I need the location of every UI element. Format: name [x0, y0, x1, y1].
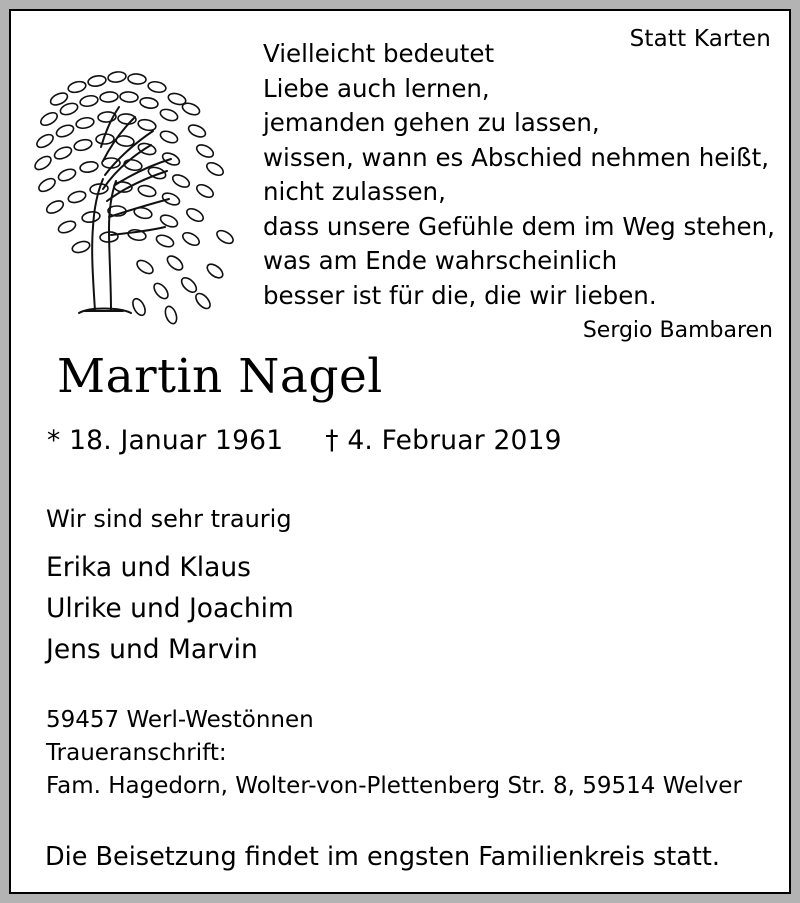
statt-karten-note: Statt Karten	[629, 26, 771, 52]
obituary-card-inner-frame	[9, 9, 791, 894]
address-line: Fam. Hagedorn, Wolter-von-Plettenberg Str. 8, 59514 Welver	[46, 773, 742, 800]
poem-line: wissen, wann es Abschied nehmen heißt,	[263, 142, 769, 172]
poem-line: was am Ende wahrscheinlich	[263, 246, 618, 276]
address-line: 59457 Werl-Westönnen	[46, 707, 314, 733]
poem-line: Vielleicht bedeutet	[263, 39, 495, 68]
windblown-tree-icon	[19, 39, 259, 329]
death-date: † 4. Februar 2019	[325, 425, 562, 456]
poem-block	[263, 37, 775, 346]
mourning-intro: Wir sind sehr traurig	[46, 505, 292, 533]
funeral-notice: Die Beisetzung findet im engsten Familienkreis statt.	[45, 842, 721, 872]
poem-line: jemanden gehen zu lassen,	[263, 108, 600, 138]
poem-line: Liebe auch lernen,	[263, 73, 490, 103]
life-dates	[47, 425, 562, 456]
poem-line: nicht zulassen,	[263, 177, 446, 207]
deceased-name: Martin Nagel	[57, 349, 383, 404]
mourner-line: Ulrike und Joachim	[46, 593, 294, 625]
birth-date: * 18. Januar 1961	[47, 425, 284, 456]
mourners-list	[46, 547, 294, 670]
mourner-line: Jens und Marvin	[46, 634, 258, 666]
poem-author: Sergio Bambaren	[582, 318, 773, 344]
poem-line: besser ist für die, die wir lieben.	[263, 280, 657, 310]
address-block	[46, 704, 742, 803]
mourner-line: Erika und Klaus	[46, 552, 251, 583]
address-line: Traueranschrift:	[46, 740, 227, 767]
poem-line: dass unsere Gefühle dem im Weg stehen,	[263, 211, 775, 241]
